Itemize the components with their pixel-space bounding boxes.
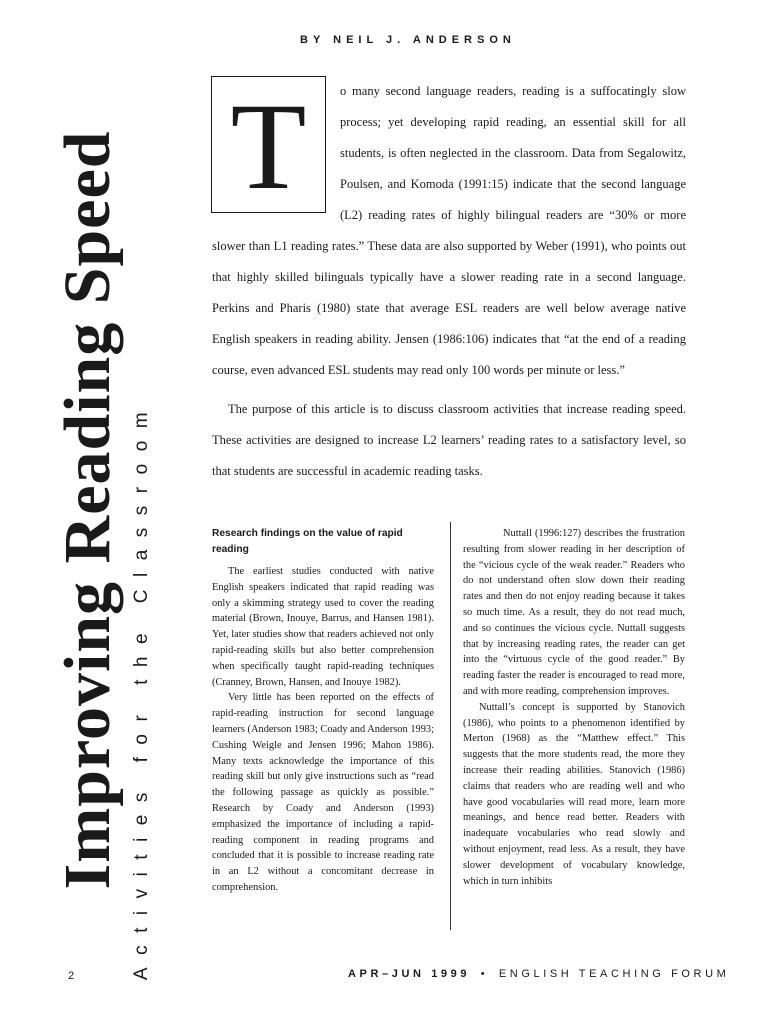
right-column xyxy=(463,526,685,889)
right-paragraph: Nuttall’s concept is supported by Stanovich (1986), who points to a phenomenon identified by Merton (1968) as the “Matthew effect.” This suggests that the more students read, the more they increase their reading abilities. Stanovich (1986) claims that readers who are reading well and who have good vocabularies will read more, learn more meanings, and hence read better. Readers with inadequate vocabularies who read slowly and without enjoyment, read less. As a result, they have slower development of vocabulary knowledge, which in turn inhibits xyxy=(463,701,685,887)
intro-paragraph-1: o many second language readers, reading is a suffocatingly slow process; yet developing rapid reading, an essential skill for all students, is often neglected in the classroom. Data from Segalowitz, Poulsen, and Komoda (1991:15) indicate that the second language (L2) reading rates of highly bilingual readers are “30% or more slower than L1 reading rates.” These data are also supported by Weber (1991), who points out that highly skilled bilinguals typically have a slower reading rate in a second language. Perkins and Pharis (1980) state that average ESL readers are well below average native English speakers in reading ability. Jensen (1986:106) indicates that “at the end of a reading course, even advanced ESL students may read only 100 words per minute or less.” xyxy=(212,84,686,377)
article-subtitle: Activities for the Classroom xyxy=(131,399,152,981)
left-column xyxy=(212,526,434,896)
drop-cap-letter: T xyxy=(230,77,307,215)
issue-date: APR–JUN 1999 xyxy=(348,968,471,980)
footer-separator: • xyxy=(480,968,489,980)
intro-paragraph-2: The purpose of this article is to discuss classroom activities that increase reading speed. These activities are designed to increase L2 learners’ reading rates to a satisfactory level, so that students are successful in academic reading tasks. xyxy=(212,402,686,478)
intro-text xyxy=(212,76,686,487)
left-paragraph: Very little has been reported on the effects of rapid-reading instruction for second language learners (Anderson 1983; Coady and Anderson 1993; Cushing Weigle and Jensen 1996; Mahon 1986). Many texts acknowledge the importance of this reading skill but only give instructions such as “read the following passage as quickly as possible.” Research by Coady and Anderson (1993) emphasized the importance of including a rapid-reading component in reading programs and concluded that it is possible to increase reading rate in an L2 without a concomitant decrease in comprehension. xyxy=(212,692,434,893)
running-footer xyxy=(348,968,729,980)
right-paragraph: Nuttall (1996:127) describes the frustration resulting from slower reading in her description of the “vicious cycle of the weak reader.” Readers who do not understand often slow down their reading rates and then do not enjoy reading because it takes so much time. As a result, they do not read much, and so continues the vicious cycle. Nuttall suggests that by increasing reading rates, the reader can get into the “virtuous cycle of the good reader.” By reading faster the reader is encouraged to read more, and with more reading, comprehension improves. xyxy=(463,528,685,697)
drop-cap-spacer xyxy=(212,76,340,231)
section-heading: Research findings on the value of rapid reading xyxy=(212,528,403,555)
left-paragraph: The earliest studies conducted with native English speakers indicated that rapid reading was only a skimming strategy used to cover the reading material (Brown, Inouye, Barrus, and Hansen 1981). Yet, later studies show that readers achieved not only rapid-reading skills but also better comprehension when specifically taught rapid-reading techniques (Cranney, Brown, Hansen, and Inouye 1982). xyxy=(212,566,434,688)
article-title: Improving Reading Speed xyxy=(51,130,124,890)
column-divider xyxy=(450,522,451,930)
byline: BY NEIL J. ANDERSON xyxy=(300,34,516,46)
journal-name: ENGLISH TEACHING FORUM xyxy=(498,968,730,980)
page-number: 2 xyxy=(68,970,75,982)
